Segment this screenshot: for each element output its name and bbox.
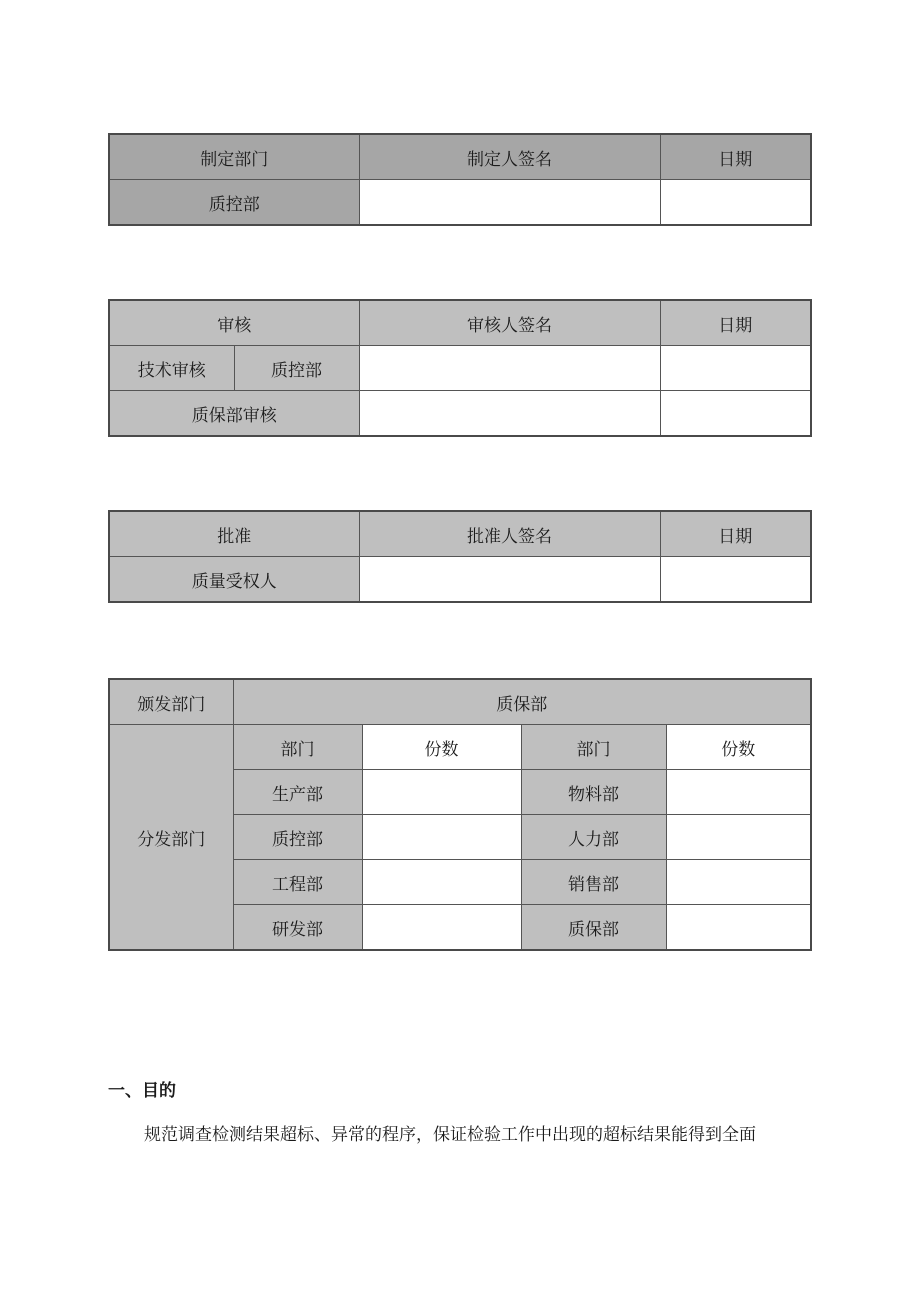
approve-header: 批准 (109, 511, 359, 557)
section-heading: 一、目的 (108, 1081, 176, 1101)
distribution-dept-label: 分发部门 (109, 725, 233, 951)
col-header-dept-left: 部门 (233, 725, 362, 770)
distribution-table (108, 678, 812, 951)
prepare-date-field[interactable] (660, 180, 811, 226)
dept-rnd: 研发部 (233, 905, 362, 951)
dept-production: 生产部 (233, 770, 362, 815)
review-header: 审核 (109, 300, 359, 346)
qa-review-date-field[interactable] (660, 391, 811, 437)
copies-qa-field[interactable] (666, 905, 811, 951)
prepare-signer-field[interactable] (359, 180, 660, 226)
tech-review-signer-field[interactable] (359, 346, 660, 391)
copies-qc-field[interactable] (362, 815, 521, 860)
approve-label: 质量受权人 (109, 557, 359, 603)
tech-review-row (109, 346, 811, 391)
copies-materials-field[interactable] (666, 770, 811, 815)
prepare-date-header: 日期 (660, 134, 811, 180)
review-date-header: 日期 (660, 300, 811, 346)
copies-sales-field[interactable] (666, 860, 811, 905)
prepare-table (108, 133, 812, 226)
col-header-copies-left: 份数 (362, 725, 521, 770)
dept-materials: 物料部 (521, 770, 666, 815)
approve-signer-header: 批准人签名 (359, 511, 660, 557)
copies-engineering-field[interactable] (362, 860, 521, 905)
qa-review-row (109, 391, 811, 437)
approve-date-field[interactable] (660, 557, 811, 603)
issue-dept-value: 质保部 (233, 679, 811, 725)
dept-qa: 质保部 (521, 905, 666, 951)
issue-row (109, 679, 811, 725)
copies-hr-field[interactable] (666, 815, 811, 860)
dept-engineering: 工程部 (233, 860, 362, 905)
col-header-copies-right: 份数 (666, 725, 811, 770)
prepare-row (109, 180, 811, 226)
approve-signer-field[interactable] (359, 557, 660, 603)
prepare-signer-header: 制定人签名 (359, 134, 660, 180)
review-signer-header: 审核人签名 (359, 300, 660, 346)
approve-date-header: 日期 (660, 511, 811, 557)
approve-header-row (109, 511, 811, 557)
distribution-header-row (109, 725, 811, 770)
col-header-dept-right: 部门 (521, 725, 666, 770)
issue-dept-label: 颁发部门 (109, 679, 233, 725)
qa-review-signer-field[interactable] (359, 391, 660, 437)
prepare-header-row (109, 134, 811, 180)
dept-qc: 质控部 (233, 815, 362, 860)
prepare-dept-header: 制定部门 (109, 134, 359, 180)
tech-review-dept: 质控部 (234, 346, 359, 391)
tech-review-date-field[interactable] (660, 346, 811, 391)
review-header-row (109, 300, 811, 346)
copies-production-field[interactable] (362, 770, 521, 815)
approve-row (109, 557, 811, 603)
dept-sales: 销售部 (521, 860, 666, 905)
copies-rnd-field[interactable] (362, 905, 521, 951)
review-table (108, 299, 812, 437)
approve-table (108, 510, 812, 603)
qa-review-label: 质保部审核 (109, 391, 359, 437)
tech-review-label: 技术审核 (109, 346, 234, 391)
prepare-dept-value: 质控部 (109, 180, 359, 226)
section-paragraph: 规范调查检测结果超标、异常的程序，保证检验工作中出现的超标结果能得到全面 (144, 1125, 756, 1145)
dept-hr: 人力部 (521, 815, 666, 860)
